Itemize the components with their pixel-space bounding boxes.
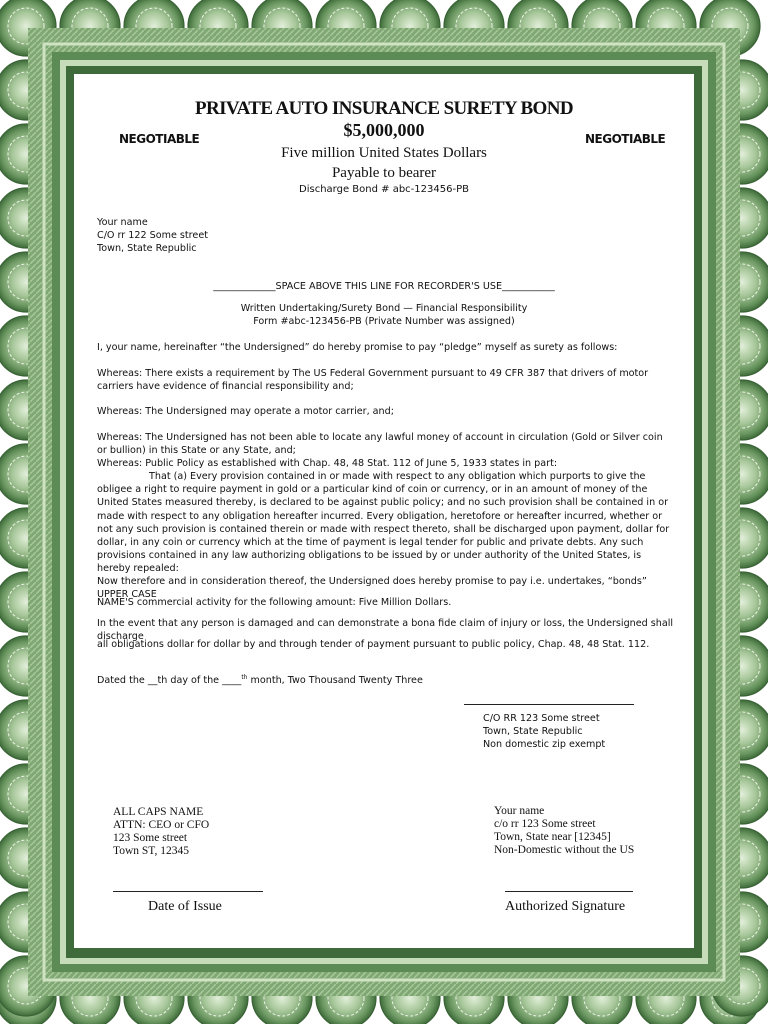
negotiable-right: NEGOTIABLE xyxy=(585,132,666,146)
sender-town: Town, State Republic xyxy=(97,243,197,254)
issuer-country: Non-Domestic without the US xyxy=(494,844,635,856)
sender-name: Your name xyxy=(97,217,148,228)
undertaking-heading: Written Undertaking/Surety Bond — Financial Responsibility xyxy=(240,303,528,314)
public-policy-quote: That (a) Every provision contained in or made with respect to any obligation which purports to give the obligee a right to require payment in gold or a particular kind of coin or currency, or in an amount of money of the United States measured thereby, is declared to be against public policy; and no such provision shall be contained in or made with respect to any obligation hereafter incurred. Every obligation, heretofore or hereafter incurred, whether or not any such provision is contained therein or made with respect thereto, shall be discharged upon payment, dollar for dollar, in any coin or currency which at the time of payment is legal tender for public and private debts. Any such provisions contained in any law authorizing obligations to be issued by or under authority of the United States, is hereby repealed: xyxy=(97,471,670,575)
dated-superscript: th xyxy=(241,674,248,681)
date-of-issue-label: Date of Issue xyxy=(148,899,222,914)
whereas-1: Whereas: There exists a requirement by The US Federal Government pursuant to 49 CFR 387 that drivers of motor carriers have evidence of financial responsibility and; xyxy=(97,368,649,393)
payable-to: Payable to bearer xyxy=(331,165,437,181)
dated-line xyxy=(97,671,675,687)
recipient-town: Town ST, 12345 xyxy=(113,845,189,857)
recipient-address xyxy=(113,806,209,858)
authorized-signature-line xyxy=(505,891,633,892)
recipient-attn: ATTN: CEO or CFO xyxy=(113,819,210,831)
issuer-town: Town, State near [12345] xyxy=(494,831,611,843)
intro-paragraph: I, your name, hereinafter “the Undersigned” do hereby promise to pay “pledge” myself as surety as follows: xyxy=(97,342,618,353)
now-therefore-2: NAME'S commercial activity for the following amount: Five Million Dollars. xyxy=(97,597,452,608)
issuer-address xyxy=(494,805,634,857)
signer-street: C/O RR 123 Some street xyxy=(483,713,600,724)
discharge-bond-number: Discharge Bond # abc-123456-PB xyxy=(299,184,469,195)
in-the-event-2: all obligations dollar for dollar by and through tender of payment pursuant to public policy, Chap. 48, 48 Stat. 112. xyxy=(97,639,650,650)
sender-address xyxy=(97,216,208,255)
signer-address xyxy=(483,712,605,751)
bond-title: PRIVATE AUTO INSURANCE SURETY BOND xyxy=(195,98,573,119)
signer-signature-line xyxy=(464,704,634,705)
issuer-name: Your name xyxy=(494,805,545,817)
authorized-signature-label: Authorized Signature xyxy=(505,899,626,914)
dated-suffix: month, Two Thousand Twenty Three xyxy=(247,675,423,687)
whereas-4: Whereas: Public Policy as established with Chap. 48, 48 Stat. 112 of June 5, 1933 states in part: xyxy=(97,458,558,469)
bond-amount: $5,000,000 xyxy=(343,120,425,140)
now-therefore-1: Now therefore and in consideration thereof, the Undersigned does hereby promise to pay i.e. undertakes, “bonds” UPPER CASE xyxy=(97,576,647,601)
whereas-3: Whereas: The Undersigned has not been able to locate any lawful money of account in circulation (Gold or Silver coin or bullion) in this State or any State, and; xyxy=(97,432,663,457)
signer-zip: Non domestic zip exempt xyxy=(483,739,606,750)
form-number: Form #abc-123456-PB (Private Number was assigned) xyxy=(253,316,515,327)
signer-town: Town, State Republic xyxy=(483,726,583,737)
in-the-event-1: In the event that any person is damaged and can demonstrate a bona fide claim of injury or loss, the Undersigned shall discharge xyxy=(97,618,674,643)
bond-document xyxy=(74,74,694,948)
issuer-street: c/o rr 123 Some street xyxy=(494,818,596,830)
sender-street: C/O rr 122 Some street xyxy=(97,230,208,241)
whereas-2: Whereas: The Undersigned may operate a motor carrier, and; xyxy=(97,406,394,417)
recorder-line: _____________SPACE ABOVE THIS LINE FOR RECORDER'S USE___________ xyxy=(213,281,555,292)
negotiable-left: NEGOTIABLE xyxy=(119,132,200,146)
dated-prefix: Dated the __th day of the ____ xyxy=(97,675,242,687)
recipient-street: 123 Some street xyxy=(113,832,188,844)
amount-words: Five million United States Dollars xyxy=(281,145,487,161)
date-of-issue-line xyxy=(113,891,263,892)
recipient-name: ALL CAPS NAME xyxy=(113,806,204,818)
